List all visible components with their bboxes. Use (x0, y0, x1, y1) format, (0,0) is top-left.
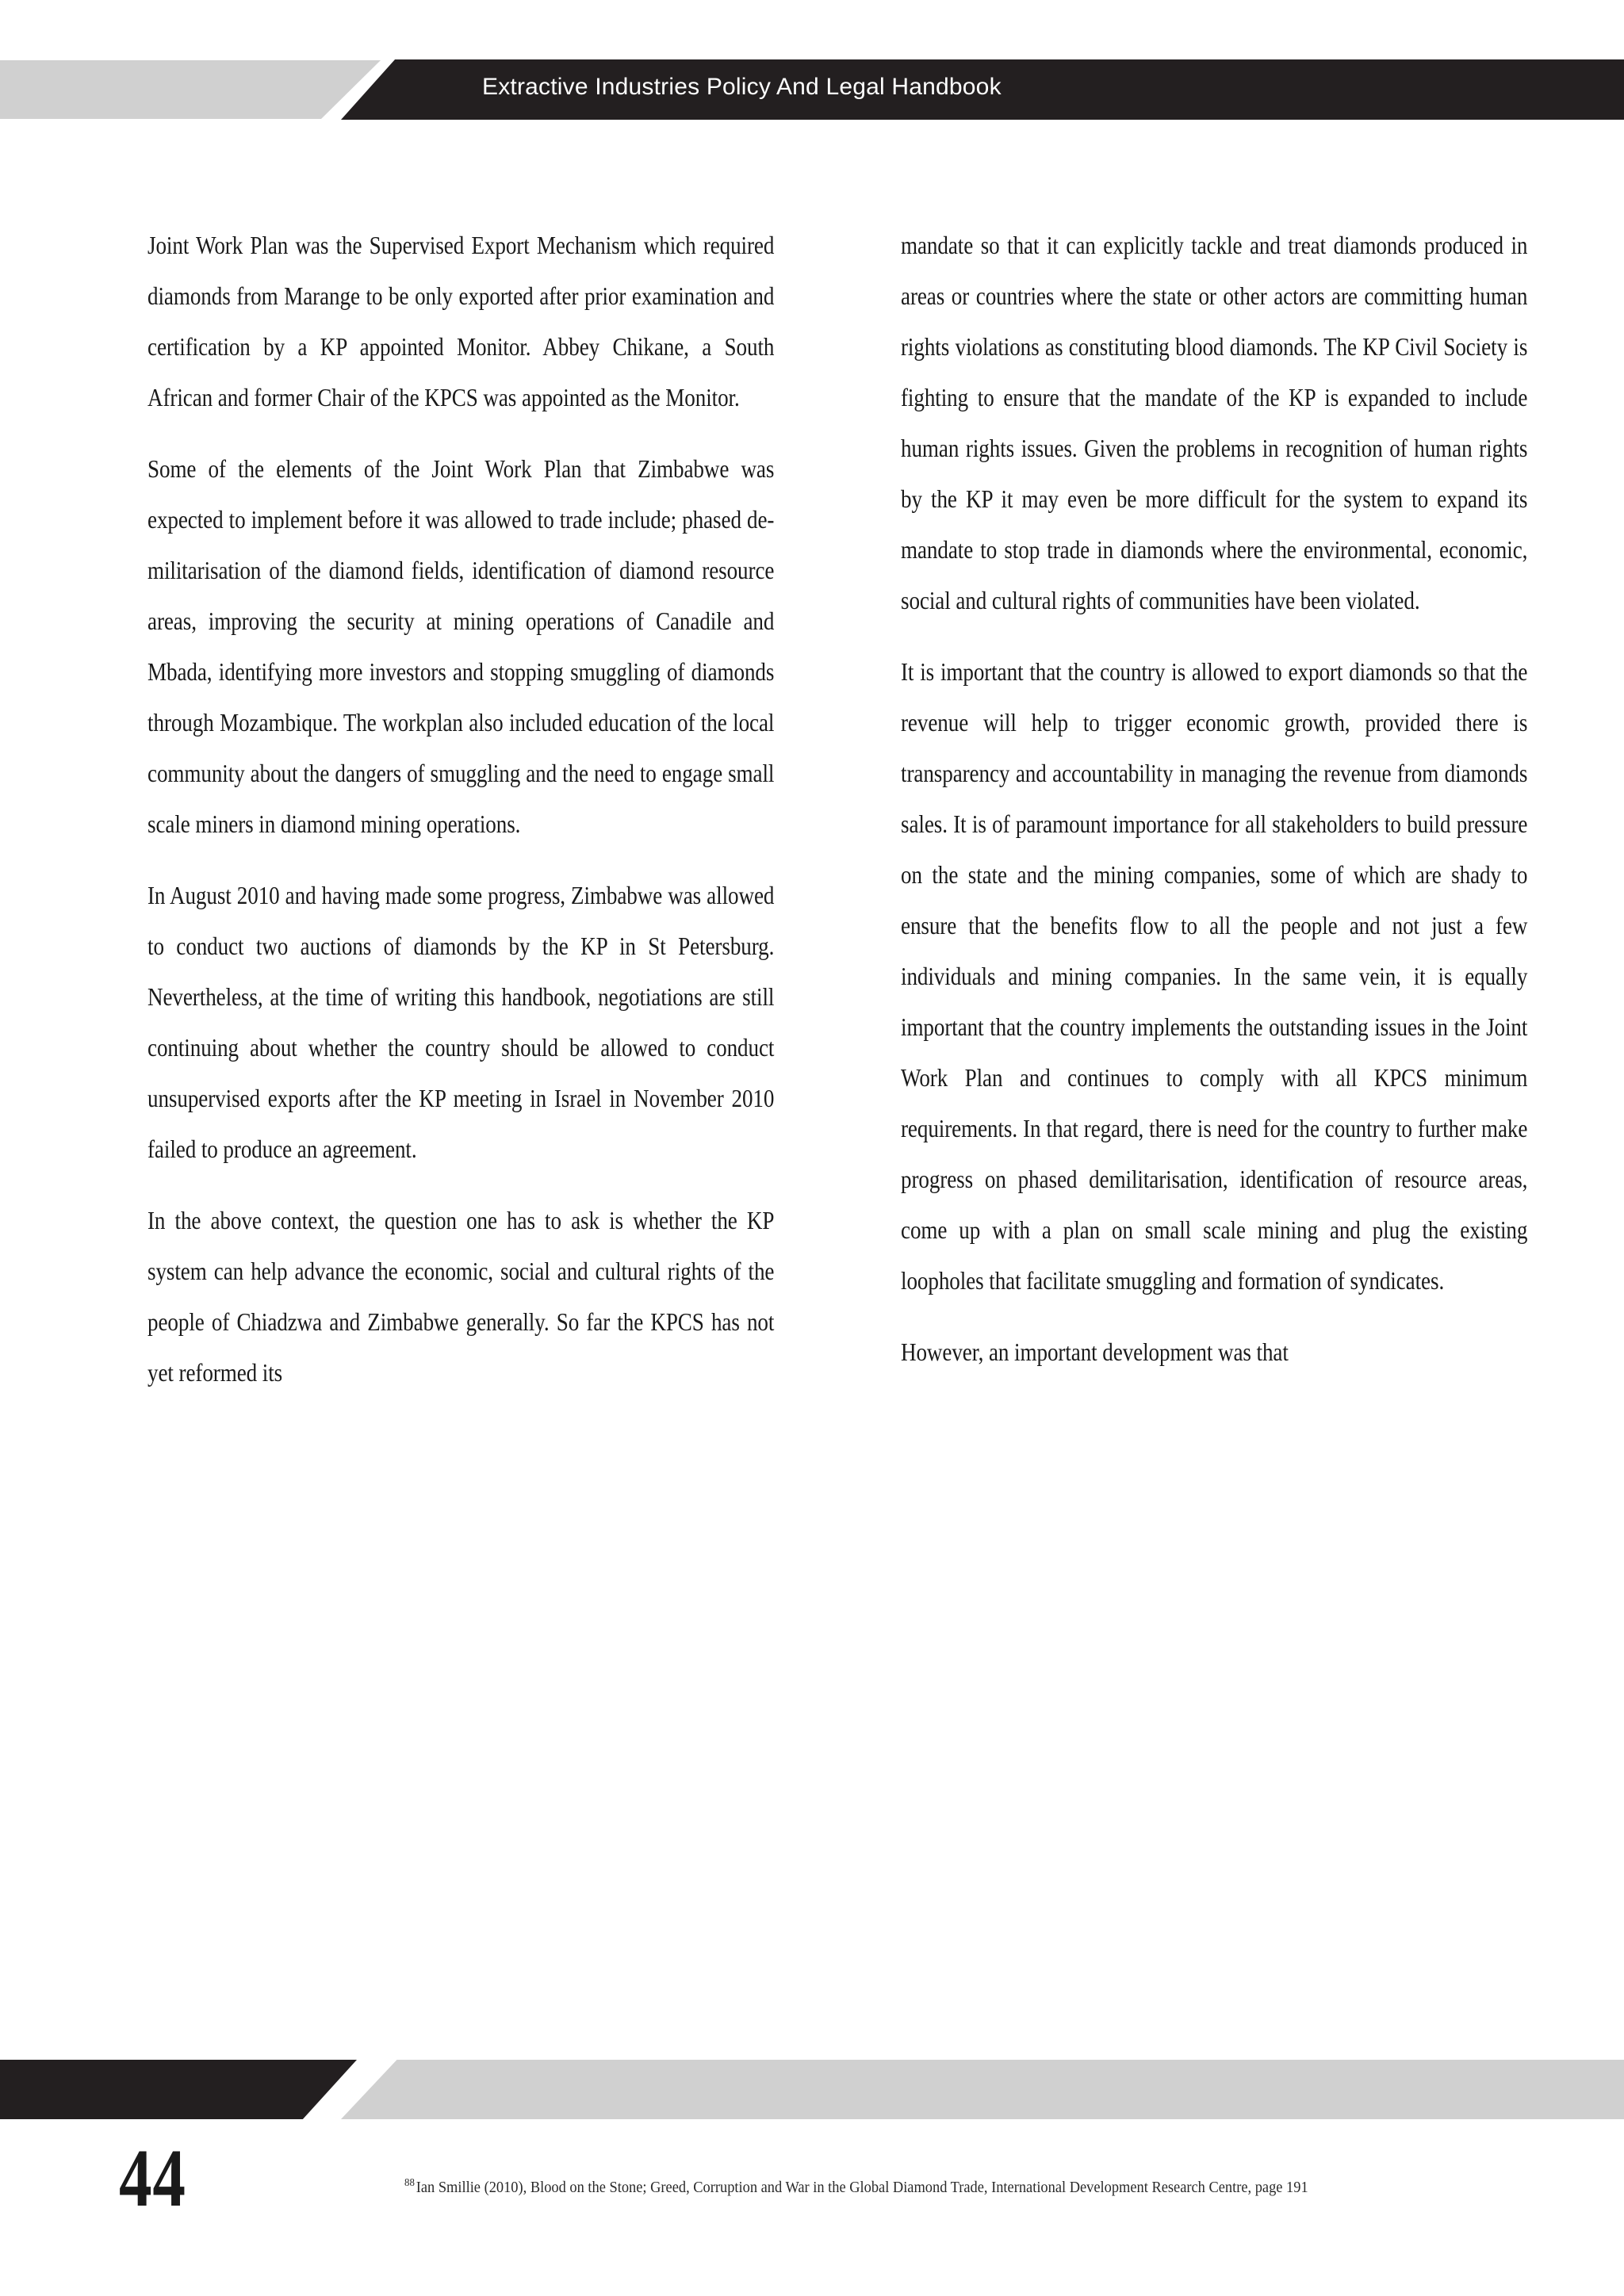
running-head-title: Extractive Industries Policy And Legal Handbook (482, 74, 1002, 100)
right-text-column (901, 220, 1527, 1378)
footnote-marker: 88 (404, 2177, 415, 2190)
paragraph: In the above context, the question one has to ask is whether the KP system can help advance the economic, social and cultural rights of the people of Chiadzwa and Zimbabwe generally. So far the KPCS has not yet reformed its (147, 1207, 775, 1387)
paragraph: It is important that the country is allowed to export diamonds so that the revenue will help to trigger economic growth, provided there is transparency and accountability in managing the revenue from diamonds sales. It is of paramount importance for all stakeholders to build pressure on the state and the mining companies, some of which are shady to ensure that the benefits flow to all the people and not just a few individuals and mining companies. In the same vein, it is equally important that the country implements the outstanding issues in the Joint Work Plan and continues to comply with all KPCS minimum requirements. In that regard, there is need for the country to further make progress on phased demilitarisation, identification of resource areas, come up with a plan on small scale mining and plug the existing loopholes that facilitate smuggling and formation of syndicates. (901, 658, 1528, 1295)
body-columns (0, 220, 1624, 2028)
header-gray-chevron (0, 60, 381, 119)
page-number: 44 (119, 2133, 186, 2224)
footnote-text: Ian Smillie (2010), Blood on the Stone; Greed, Corruption and War in the Global Diamond Trade, International Development Research Centre, page 191 (416, 2179, 1308, 2196)
footer-gray-chevron (341, 2060, 1624, 2119)
paragraph: mandate so that it can explicitly tackle and treat diamonds produced in areas or countries where the state or other actors are committing human rights violations as constituting blood diamonds. The KP Civil Society is fighting to ensure that the mandate of the KP is expanded to include human rights issues. Given the problems in recognition of human rights by the KP it may even be more difficult for the system to expand its mandate to stop trade in diamonds where the environmental, economic, social and cultural rights of communities have been violated. (901, 232, 1528, 614)
paragraph: Joint Work Plan was the Supervised Export Mechanism which required diamonds from Marange to be only exported after prior examination and certification by a KP appointed Monitor. Abbey Chikane, a South African and former Chair of the KPCS was appointed as the Monitor. (147, 232, 775, 411)
page-header (0, 0, 1624, 135)
page-footer (0, 2026, 1624, 2296)
paragraph: In August 2010 and having made some progress, Zimbabwe was allowed to conduct two auctions of diamonds by the KP in St Petersburg. Nevertheless, at the time of writing this handbook, negotiations are still continuing about whether the country should be allowed to conduct unsupervised exports after the KP meeting in Israel in November 2010 failed to produce an agreement. (147, 882, 775, 1163)
paragraph: Some of the elements of the Joint Work Plan that Zimbabwe was expected to implement before it was allowed to trade include; phased de-militarisation of the diamond fields, identification of diamond resource areas, improving the security at mining operations of Canadile and Mbada, identifying more investors and stopping smuggling of diamonds through Mozambique. The workplan also included education of the local community about the dangers of smuggling and the need to engage small scale miners in diamond mining operations. (147, 455, 775, 838)
left-text-column (147, 220, 774, 1399)
footnote (404, 2177, 1484, 2198)
paragraph: However, an important development was that (901, 1338, 1289, 1366)
footer-dark-chevron (0, 2060, 357, 2119)
